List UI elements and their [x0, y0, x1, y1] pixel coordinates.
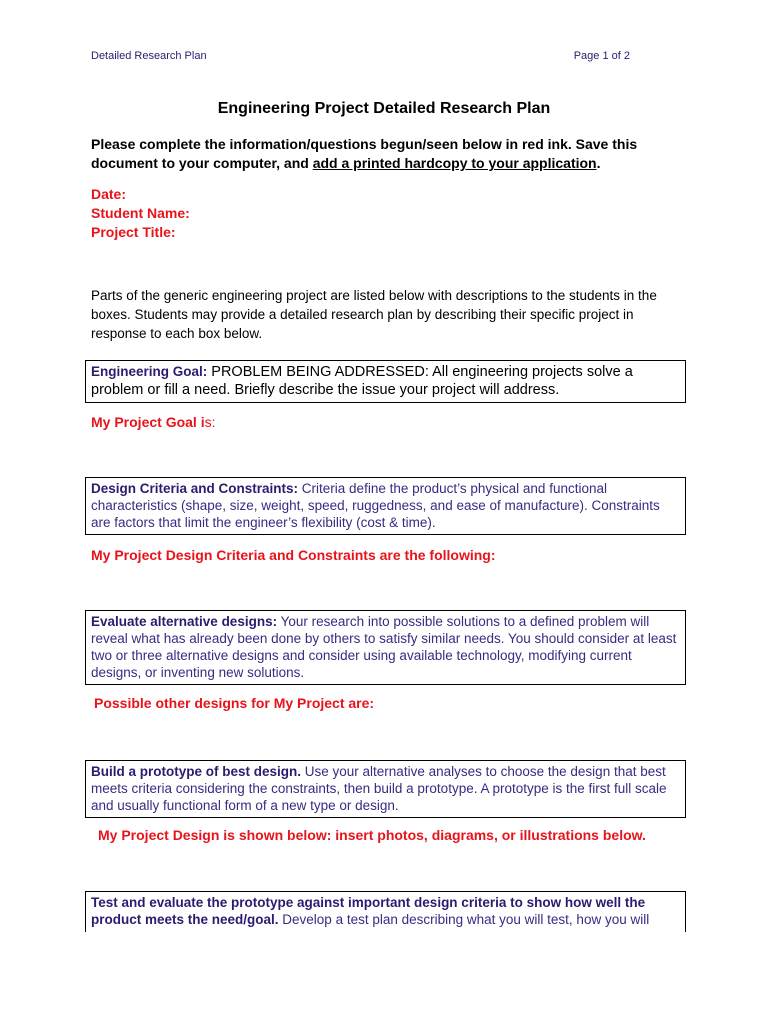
- header-doc-title: Detailed Research Plan: [91, 50, 207, 62]
- document-title: Engineering Project Detailed Research Plan: [217, 100, 551, 117]
- project-goal-prompt-bold: My Project Goal i: [91, 414, 205, 430]
- alternative-designs-text: Your research into possible solutions to a defined problem will reveal what has already been done by others to satisfy similar needs. You should consider at least two or three alternative designs and consider using available technology, modifying current designs, or inventing new solutions.: [91, 614, 677, 680]
- design-criteria-prompt: My Project Design Criteria and Constraints are the following:: [91, 547, 496, 563]
- test-evaluate-text: Develop a test plan describing what you will test, how you will: [278, 912, 650, 927]
- test-evaluate-heading: Test and evaluate the prototype against important design criteria to show how well the product meets the need/goal.: [91, 895, 646, 927]
- engineering-goal-heading: Engineering Goal:: [91, 364, 208, 379]
- info-fields: [91, 185, 190, 242]
- prototype-box: [85, 760, 686, 818]
- project-design-prompt: My Project Design is shown below: insert photos, diagrams, or illustrations below.: [98, 827, 646, 843]
- student-name-field-label: Student Name:: [91, 205, 190, 221]
- prototype-text: Use your alternative analyses to choose the design that best meets criteria considering the constraints, then build a prototype. A prototype is the first full scale and usually functional form of a new type or design.: [91, 764, 667, 813]
- alternative-designs-box: [85, 610, 686, 685]
- page-header: [91, 50, 630, 62]
- instructions-text: Please complete the information/questions begun/seen below in red ink. Save this document to your computer, and: [91, 136, 638, 171]
- date-field-label: Date:: [91, 186, 127, 202]
- parts-description: Parts of the generic engineering project are listed below with descriptions to the students in the boxes. Students may provide a detailed research plan by describing their specific project in response to each box below.: [91, 288, 657, 341]
- test-evaluate-box: [85, 891, 686, 932]
- alternative-designs-heading: Evaluate alternative designs:: [91, 614, 278, 629]
- design-criteria-text: Criteria define the product’s physical and functional characteristics (shape, size, weight, speed, ruggedness, and ease of manufacture). Constraints are factors that limit the engineer’s flexibility (cost & time).: [91, 481, 660, 530]
- project-goal-prompt: [91, 414, 215, 430]
- project-title-field-label: Project Title:: [91, 224, 176, 240]
- other-designs-prompt: Possible other designs for My Project are:: [94, 695, 375, 711]
- header-page-number: Page 1 of 2: [573, 50, 630, 62]
- project-goal-prompt-rest: s:: [204, 414, 216, 430]
- engineering-goal-box: [85, 360, 686, 403]
- instructions-underlined: add a printed hardcopy to your application: [312, 155, 597, 171]
- instructions: [91, 135, 661, 173]
- instructions-end: .: [596, 155, 601, 171]
- design-criteria-box: [85, 477, 686, 535]
- design-criteria-heading: Design Criteria and Constraints:: [91, 481, 299, 496]
- prototype-heading: Build a prototype of best design.: [91, 764, 302, 779]
- engineering-goal-text: PROBLEM BEING ADDRESSED: All engineering projects solve a problem or fill a need. Briefly describe the issue your project will address.: [91, 364, 633, 398]
